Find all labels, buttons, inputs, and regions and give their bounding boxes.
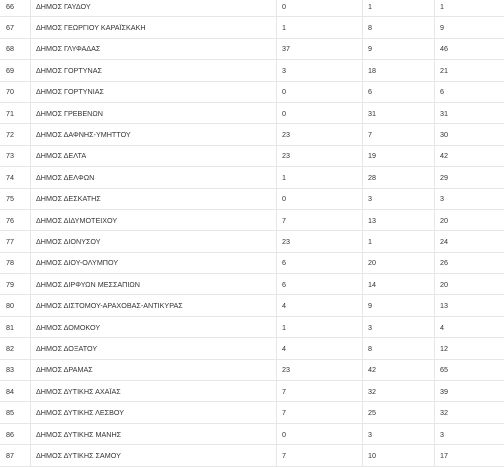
municipality-name-cell: ΔΗΜΟΣ ΓΟΡΤΥΝΑΣ	[31, 60, 277, 81]
value-col-1-cell: 3	[277, 60, 363, 81]
table-row	[0, 445, 504, 466]
row-index-cell: 86	[0, 423, 31, 444]
value-col-2-cell: 8	[363, 17, 435, 38]
municipality-name-cell: ΔΗΜΟΣ ΔΙΟΝΥΣΟΥ	[31, 231, 277, 252]
table-row	[0, 231, 504, 252]
total-value-cell: 3	[435, 423, 504, 444]
value-col-1-cell: 0	[277, 0, 363, 17]
municipality-name-cell: ΔΗΜΟΣ ΔΕΛΦΩΝ	[31, 167, 277, 188]
municipality-name-cell: ΔΗΜΟΣ ΔΕΛΤΑ	[31, 145, 277, 166]
value-col-1-cell: 23	[277, 124, 363, 145]
value-col-2-cell: 1	[363, 0, 435, 17]
row-index-cell: 71	[0, 102, 31, 123]
total-value-cell: 21	[435, 60, 504, 81]
table-row	[0, 124, 504, 145]
value-col-2-cell: 8	[363, 338, 435, 359]
value-col-1-cell: 4	[277, 338, 363, 359]
row-index-cell: 67	[0, 17, 31, 38]
value-col-1-cell: 0	[277, 188, 363, 209]
table-row	[0, 38, 504, 59]
value-col-2-cell: 28	[363, 167, 435, 188]
total-value-cell: 29	[435, 167, 504, 188]
table-row	[0, 402, 504, 423]
value-col-1-cell: 7	[277, 445, 363, 466]
table-row	[0, 102, 504, 123]
table-row	[0, 274, 504, 295]
row-index-cell: 74	[0, 167, 31, 188]
table-row	[0, 423, 504, 444]
value-col-2-cell: 20	[363, 252, 435, 273]
row-index-cell: 87	[0, 445, 31, 466]
value-col-1-cell: 7	[277, 381, 363, 402]
row-index-cell: 66	[0, 0, 31, 17]
value-col-1-cell: 6	[277, 252, 363, 273]
total-value-cell: 39	[435, 381, 504, 402]
value-col-1-cell: 0	[277, 102, 363, 123]
value-col-1-cell: 0	[277, 423, 363, 444]
table-row	[0, 359, 504, 380]
total-value-cell: 13	[435, 295, 504, 316]
table-row	[0, 145, 504, 166]
value-col-2-cell: 3	[363, 316, 435, 337]
row-index-cell: 83	[0, 359, 31, 380]
total-value-cell: 4	[435, 316, 504, 337]
table-row	[0, 316, 504, 337]
row-index-cell: 82	[0, 338, 31, 359]
total-value-cell: 20	[435, 209, 504, 230]
table-row	[0, 381, 504, 402]
total-value-cell: 65	[435, 359, 504, 380]
value-col-2-cell: 3	[363, 423, 435, 444]
total-value-cell: 20	[435, 274, 504, 295]
row-index-cell: 80	[0, 295, 31, 316]
municipality-name-cell: ΔΗΜΟΣ ΔΡΑΜΑΣ	[31, 359, 277, 380]
table-row	[0, 81, 504, 102]
total-value-cell: 9	[435, 17, 504, 38]
value-col-2-cell: 13	[363, 209, 435, 230]
row-index-cell: 69	[0, 60, 31, 81]
value-col-1-cell: 7	[277, 402, 363, 423]
row-index-cell: 68	[0, 38, 31, 59]
value-col-2-cell: 9	[363, 38, 435, 59]
value-col-1-cell: 7	[277, 209, 363, 230]
municipality-name-cell: ΔΗΜΟΣ ΔΑΦΝΗΣ-ΥΜΗΤΤΟΥ	[31, 124, 277, 145]
row-index-cell: 73	[0, 145, 31, 166]
value-col-1-cell: 1	[277, 17, 363, 38]
total-value-cell: 24	[435, 231, 504, 252]
value-col-2-cell: 42	[363, 359, 435, 380]
total-value-cell: 17	[435, 445, 504, 466]
table-row	[0, 17, 504, 38]
value-col-1-cell: 1	[277, 167, 363, 188]
municipality-name-cell: ΔΗΜΟΣ ΔΙΣΤΟΜΟΥ-ΑΡΑΧΟΒΑΣ-ΑΝΤΙΚΥΡΑΣ	[31, 295, 277, 316]
row-index-cell: 72	[0, 124, 31, 145]
value-col-1-cell: 23	[277, 145, 363, 166]
municipality-name-cell: ΔΗΜΟΣ ΔΥΤΙΚΗΣ ΛΕΣΒΟΥ	[31, 402, 277, 423]
value-col-2-cell: 25	[363, 402, 435, 423]
total-value-cell: 32	[435, 402, 504, 423]
table-row	[0, 338, 504, 359]
total-value-cell: 26	[435, 252, 504, 273]
municipality-name-cell: ΔΗΜΟΣ ΔΙΔΥΜΟΤΕΙΧΟΥ	[31, 209, 277, 230]
value-col-2-cell: 9	[363, 295, 435, 316]
row-index-cell: 85	[0, 402, 31, 423]
municipality-name-cell: ΔΗΜΟΣ ΔΕΣΚΑΤΗΣ	[31, 188, 277, 209]
value-col-1-cell: 4	[277, 295, 363, 316]
municipality-name-cell: ΔΗΜΟΣ ΔΥΤΙΚΗΣ ΑΧΑΪΑΣ	[31, 381, 277, 402]
municipality-name-cell: ΔΗΜΟΣ ΓΡΕΒΕΝΩΝ	[31, 102, 277, 123]
value-col-2-cell: 14	[363, 274, 435, 295]
value-col-1-cell: 23	[277, 359, 363, 380]
row-index-cell: 78	[0, 252, 31, 273]
total-value-cell: 31	[435, 102, 504, 123]
value-col-1-cell: 6	[277, 274, 363, 295]
value-col-2-cell: 3	[363, 188, 435, 209]
row-index-cell: 79	[0, 274, 31, 295]
municipality-name-cell: ΔΗΜΟΣ ΔΥΤΙΚΗΣ ΜΑΝΗΣ	[31, 423, 277, 444]
value-col-2-cell: 31	[363, 102, 435, 123]
total-value-cell: 30	[435, 124, 504, 145]
value-col-2-cell: 1	[363, 231, 435, 252]
value-col-1-cell: 23	[277, 231, 363, 252]
row-index-cell: 84	[0, 381, 31, 402]
municipality-name-cell: ΔΗΜΟΣ ΓΕΩΡΓΙΟΥ ΚΑΡΑΪΣΚΑΚΗ	[31, 17, 277, 38]
row-index-cell: 75	[0, 188, 31, 209]
row-index-cell: 70	[0, 81, 31, 102]
municipality-name-cell: ΔΗΜΟΣ ΔΟΞΑΤΟΥ	[31, 338, 277, 359]
total-value-cell: 42	[435, 145, 504, 166]
total-value-cell: 12	[435, 338, 504, 359]
total-value-cell: 46	[435, 38, 504, 59]
row-index-cell: 81	[0, 316, 31, 337]
value-col-2-cell: 6	[363, 81, 435, 102]
municipality-name-cell: ΔΗΜΟΣ ΓΟΡΤΥΝΙΑΣ	[31, 81, 277, 102]
total-value-cell: 1	[435, 0, 504, 17]
value-col-2-cell: 19	[363, 145, 435, 166]
municipality-name-cell: ΔΗΜΟΣ ΔΟΜΟΚΟΥ	[31, 316, 277, 337]
municipality-name-cell: ΔΗΜΟΣ ΓΛΥΦΑΔΑΣ	[31, 38, 277, 59]
value-col-1-cell: 0	[277, 81, 363, 102]
total-value-cell: 3	[435, 188, 504, 209]
value-col-2-cell: 18	[363, 60, 435, 81]
value-col-1-cell: 1	[277, 316, 363, 337]
value-col-1-cell: 37	[277, 38, 363, 59]
table-row	[0, 60, 504, 81]
municipality-name-cell: ΔΗΜΟΣ ΔΥΤΙΚΗΣ ΣΑΜΟΥ	[31, 445, 277, 466]
table-row	[0, 252, 504, 273]
value-col-2-cell: 10	[363, 445, 435, 466]
table-row	[0, 188, 504, 209]
municipality-name-cell: ΔΗΜΟΣ ΔΙΡΦΥΩΝ ΜΕΣΣΑΠΙΩΝ	[31, 274, 277, 295]
total-value-cell: 6	[435, 81, 504, 102]
value-col-2-cell: 7	[363, 124, 435, 145]
table-row	[0, 167, 504, 188]
table-row	[0, 209, 504, 230]
table-row	[0, 0, 504, 17]
row-index-cell: 77	[0, 231, 31, 252]
municipality-name-cell: ΔΗΜΟΣ ΔΙΟΥ-ΟΛΥΜΠΟΥ	[31, 252, 277, 273]
row-index-cell: 76	[0, 209, 31, 230]
value-col-2-cell: 32	[363, 381, 435, 402]
table-row	[0, 295, 504, 316]
municipality-name-cell: ΔΗΜΟΣ ΓΑΥΔΟΥ	[31, 0, 277, 17]
